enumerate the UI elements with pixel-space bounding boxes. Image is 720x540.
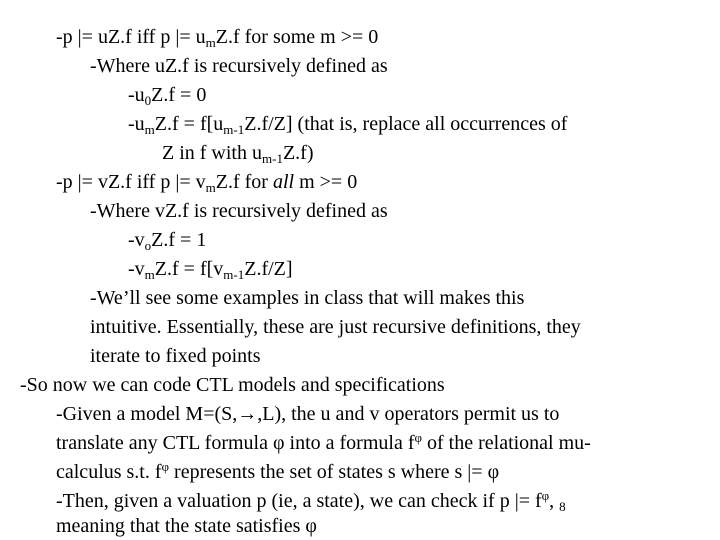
line-translate: translate any CTL formula φ into a formula $f^\varphi$ of the relational mu-	[56, 430, 591, 454]
line-vm: $-v_mZ.f = f[v_{m-1}Z.f/Z]$	[128, 258, 293, 282]
line-valuation: -Then, given a valuation p (ie, a state), we can check if p |= $f^\varphi$, $_8$	[56, 488, 566, 514]
line-p-sat-uZ: -p |= uZ.f iff p |= $u_mZ.f$ for some m >= 0	[56, 26, 379, 50]
line-um: $-u_mZ.f = f[u_{m-1}Z.f/Z]$ (that is, replace all occurrences of	[128, 113, 568, 137]
line-where-uZ: -Where uZ.f is recursively defined as	[90, 55, 388, 77]
line-p-sat-vZ: -p |= vZ.f iff p |= $v_mZ.f$ for all m >= 0	[56, 171, 358, 195]
line-fixed-points: iterate to fixed points	[90, 345, 261, 367]
arrow-icon: →	[237, 403, 258, 425]
line-given-model: -Given a model M=(S,→,L), the u and v operators permit us to	[56, 403, 560, 425]
line-where-vZ: -Where vZ.f is recursively defined as	[90, 200, 388, 222]
line-um-cont: Z in f with $u_{m-1}Z.f$)	[162, 142, 314, 166]
line-v0: $-v_oZ.f = 1$	[128, 229, 207, 253]
line-intuitive: intuitive. Essentially, these are just recursive definitions, they	[90, 316, 581, 338]
line-examples: -We’ll see some examples in class that will makes this	[90, 287, 525, 309]
line-calculus: calculus s.t. $f^\varphi$ represents the set of states s where s |= φ	[56, 459, 500, 483]
line-u0: $-u_0Z.f = 0$	[128, 84, 207, 108]
line-ctl-models: -So now we can code CTL models and specifications	[20, 374, 445, 396]
line-satisfies: meaning that the state satisfies φ	[56, 515, 317, 537]
